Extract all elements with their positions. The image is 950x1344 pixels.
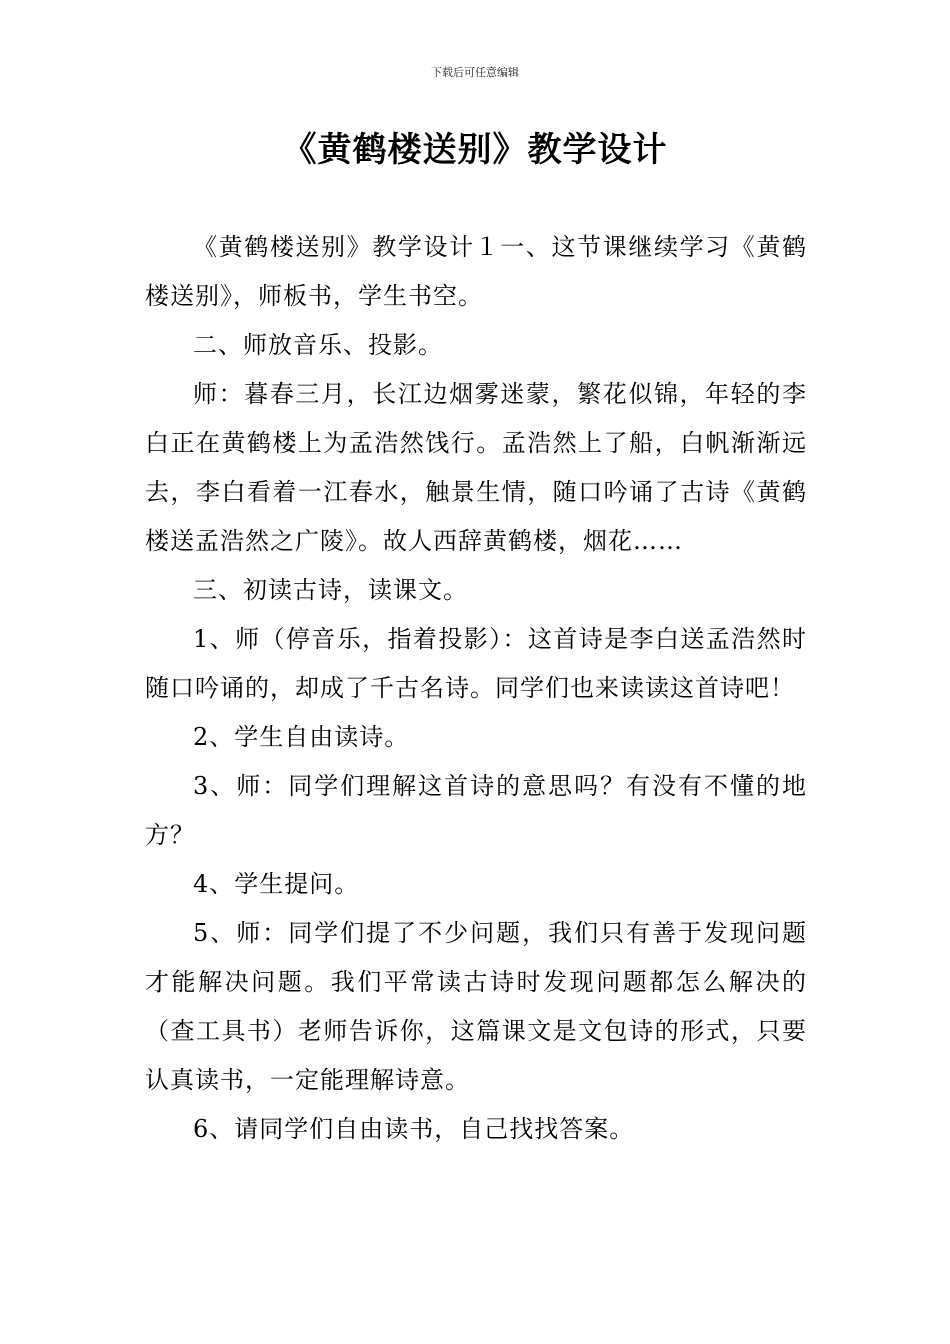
paragraph-step-6: 6、请同学们自由读书，自己找找答案。 bbox=[193, 1115, 635, 1143]
paragraph-step-1: 1、师（停音乐，指着投影）：这首诗是李白送孟浩然时随口吟诵的，却成了千古名诗。同学们也来读读这首诗吧！ bbox=[145, 625, 807, 702]
page-header-note: 下载后可任意编辑 bbox=[431, 66, 519, 79]
paragraph-intro: 《黄鹤楼送别》教学设计１一、这节课继续学习《黄鹤楼送别》，师板书，学生书空。 bbox=[145, 233, 807, 310]
paragraph-step-4: 4、学生提问。 bbox=[193, 870, 360, 898]
document-title: 《黄鹤楼送别》教学设计 bbox=[282, 130, 668, 170]
paragraph-teacher-intro: 师：暮春三月，长江边烟雾迷蒙，繁花似锦，年轻的李白正在黄鹤楼上为孟浩然饯行。孟浩然上了船，白帆渐渐远去，李白看着一江春水，触景生情，随口吟诵了古诗《黄鹤楼送孟浩然之广陵》。故人西辞黄鹤楼，烟花…… bbox=[145, 380, 807, 555]
paragraph-section-2: 二、师放音乐、投影。 bbox=[193, 331, 443, 359]
paragraph-step-2: 2、学生自由读诗。 bbox=[193, 723, 410, 751]
paragraph-step-3: 3、师：同学们理解这首诗的意思吗？有没有不懂的地方？ bbox=[145, 772, 807, 849]
document-body bbox=[145, 223, 807, 1154]
paragraph-step-5: 5、师：同学们提了不少问题，我们只有善于发现问题才能解决问题。我们平常读古诗时发现问题都怎么解决的（查工具书）老师告诉你，这篇课文是文包诗的形式，只要认真读书，一定能理解诗意。 bbox=[145, 919, 807, 1094]
paragraph-section-3: 三、初读古诗，读课文。 bbox=[193, 576, 468, 604]
